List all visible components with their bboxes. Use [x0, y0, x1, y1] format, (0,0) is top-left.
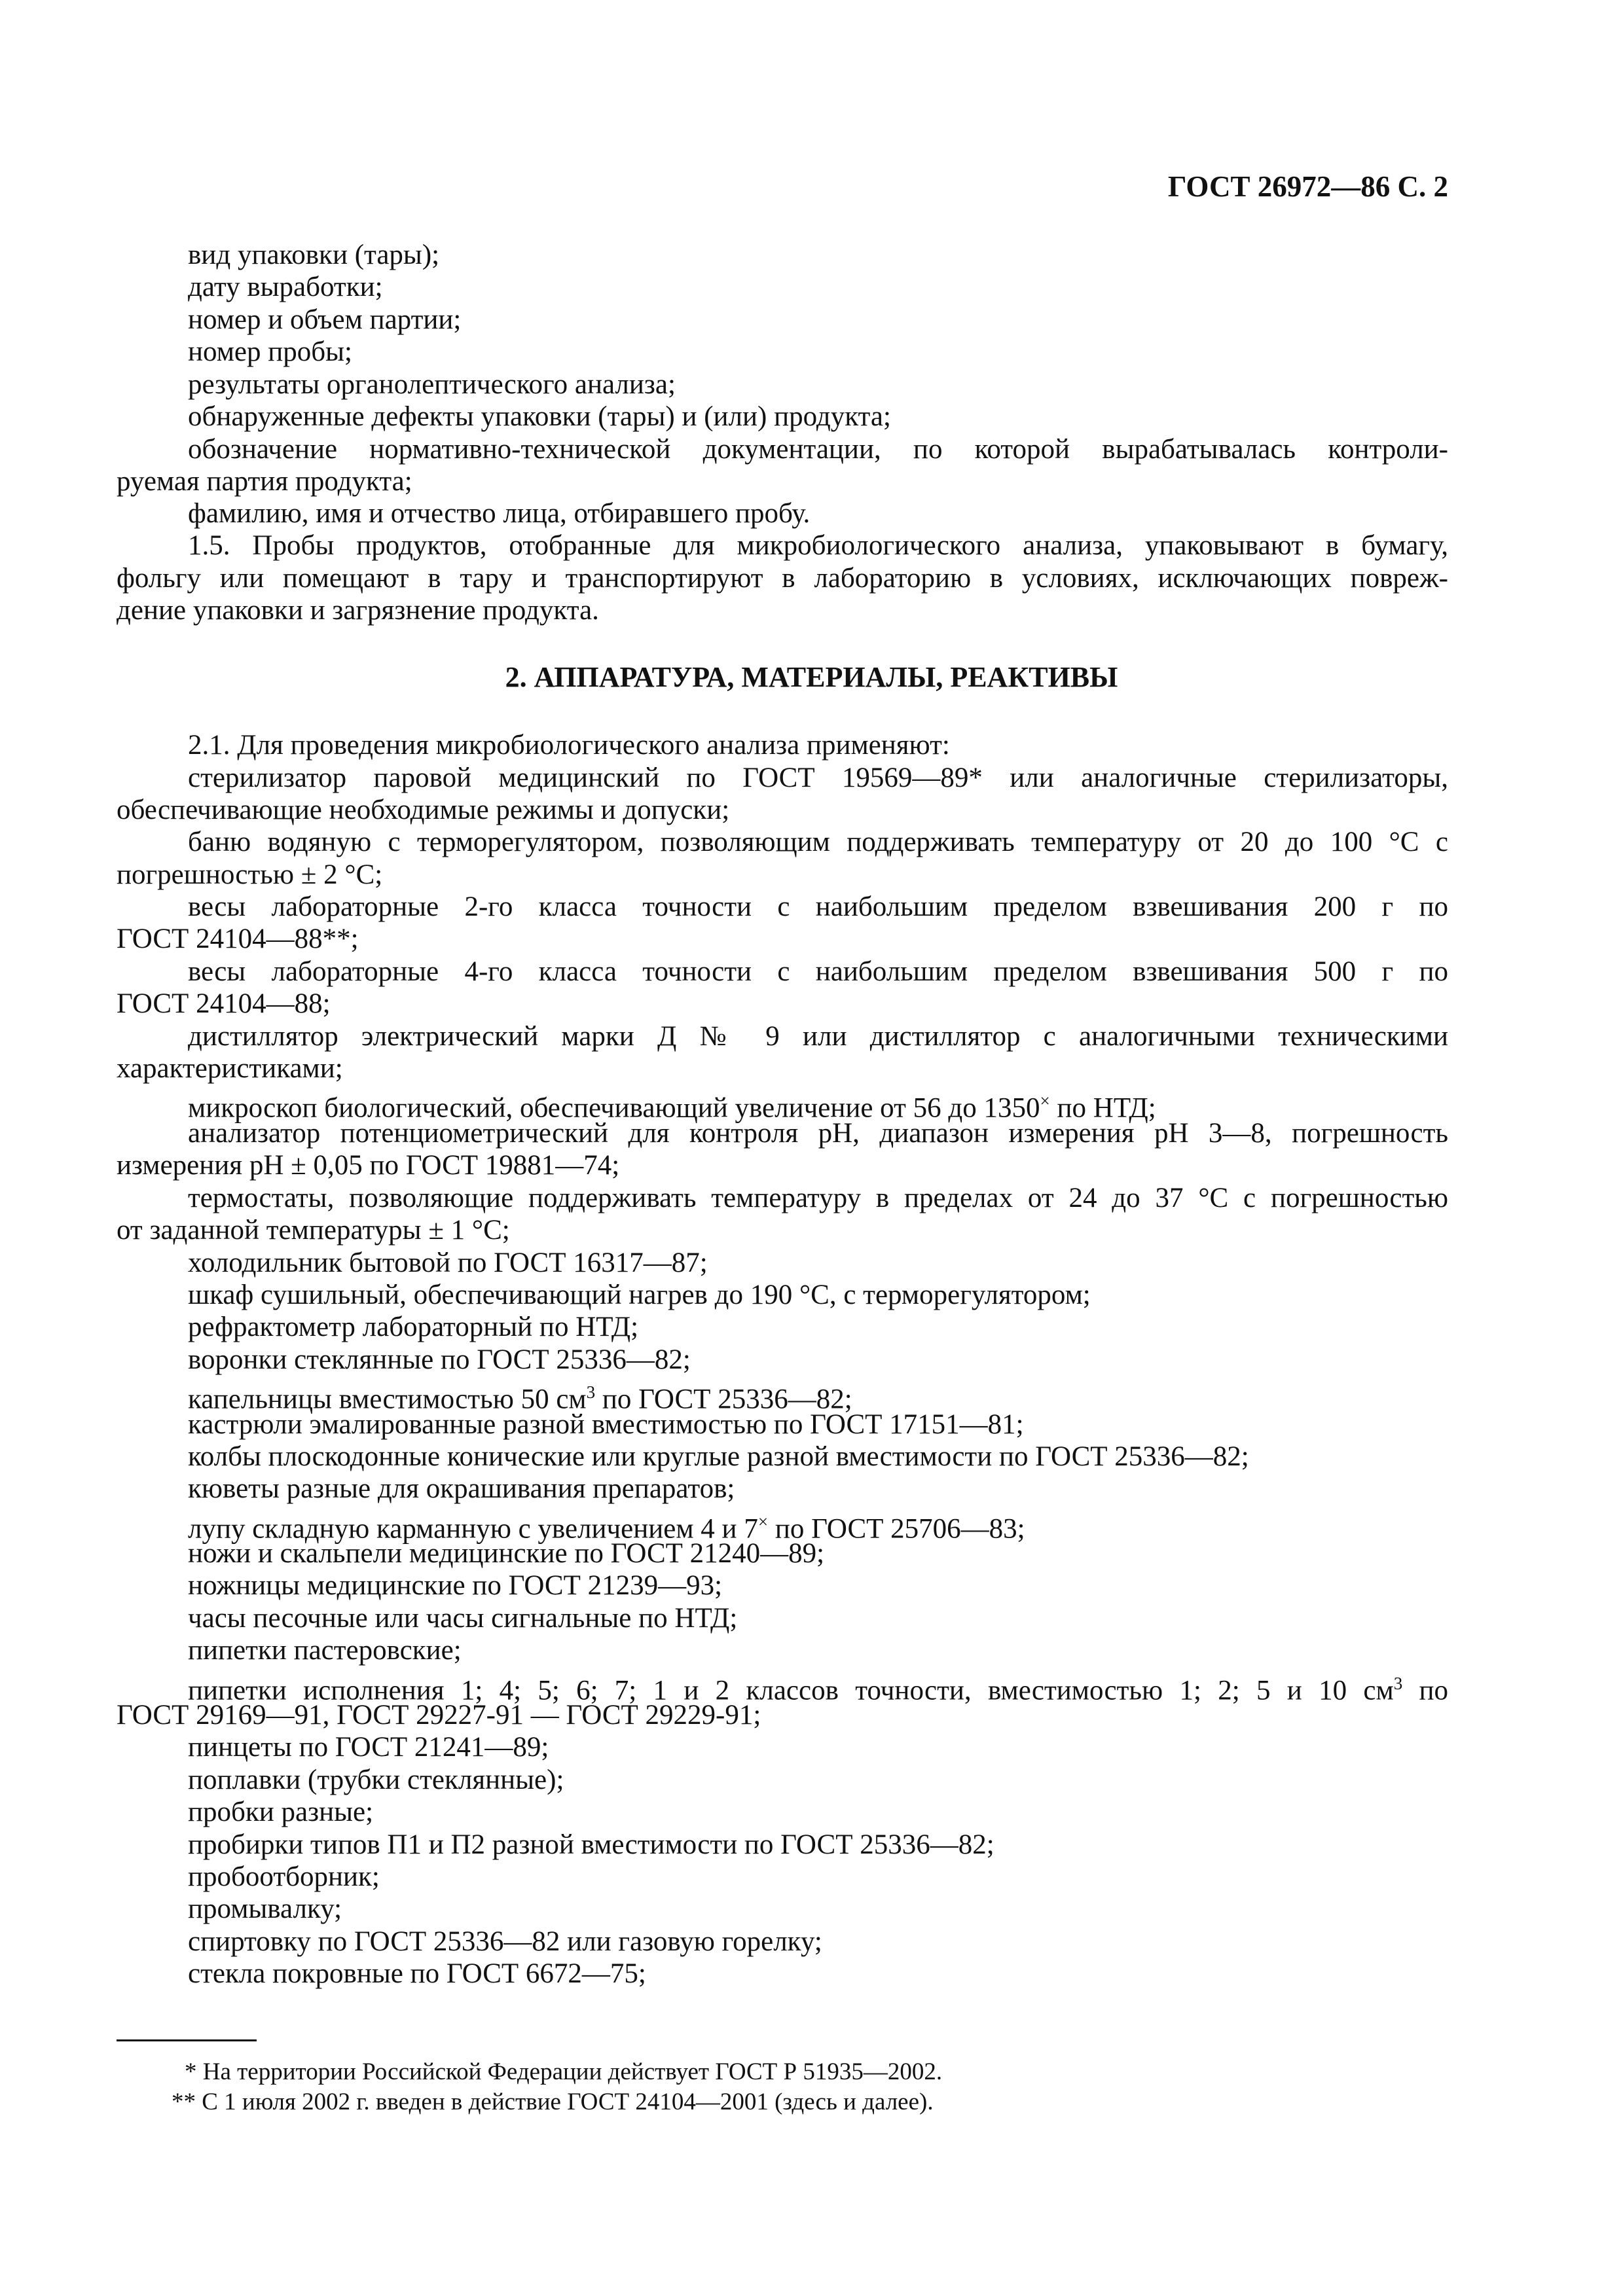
equipment-line: ГОСТ 24104—88**;	[117, 924, 359, 954]
equipment-line: поплавки (трубки стеклянные);	[188, 1765, 564, 1795]
equipment-text: пипетки исполнения 1; 4; 5; 6; 7; 1 и 2 классов точности, вместимостью 1; 2; 5 и 10 см	[188, 1675, 1394, 1706]
equipment-line: весы лабораторные 2-го класса точности с наибольшим пределом взвешивания 200 г по	[188, 891, 1448, 922]
equipment-text: по ГОСТ 25336—82;	[595, 1384, 852, 1415]
superscript: ×	[757, 1512, 769, 1532]
equipment-line: пробирки типов П1 и П2 разной вместимости по ГОСТ 25336—82;	[188, 1829, 994, 1860]
footnote: ** С 1 июля 2002 г. введен в действие ГОСТ 24104—2001 (здесь и далее).	[172, 2089, 934, 2115]
superscript: 3	[586, 1382, 596, 1402]
equipment-line: ножи и скальпели медицинские по ГОСТ 21240—89;	[188, 1538, 825, 1569]
equipment-line: характеристиками;	[117, 1053, 343, 1084]
list-item: дату выработки;	[188, 272, 383, 302]
equipment-line: пробки разные;	[188, 1797, 374, 1827]
equipment-line: обеспечивающие необходимые режимы и допуски;	[117, 795, 730, 825]
section-heading: 2. АППАРАТУРА, МАТЕРИАЛЫ, РЕАКТИВЫ	[505, 661, 1118, 693]
paragraph-1-5-line: фольгу или помещают в тару и транспортируют в лабораторию в условиях, исключающих повреж-	[117, 563, 1448, 594]
equipment-line: кюветы разные для окрашивания препаратов;	[188, 1473, 735, 1504]
superscript: 3	[1393, 1674, 1403, 1693]
equipment-line: дистиллятор электрический марки Д № 9 или дистиллятор с аналогичными техническими	[188, 1021, 1448, 1052]
equipment-line: ГОСТ 29169—91, ГОСТ 29227-91 — ГОСТ 29229-91;	[117, 1700, 761, 1731]
equipment-line: колбы плоскодонные конические или круглые разной вместимости по ГОСТ 25336—82;	[188, 1441, 1249, 1472]
equipment-line: пинцеты по ГОСТ 21241—89;	[188, 1732, 549, 1763]
superscript: ×	[1040, 1091, 1050, 1111]
footnote: * На территории Российской Федерации действует ГОСТ Р 51935—2002.	[185, 2058, 943, 2085]
paragraph-1-5-line: дение упаковки и загрязнение продукта.	[117, 595, 599, 626]
equipment-line: рефрактометр лабораторный по НТД;	[188, 1312, 639, 1342]
equipment-line: от заданной температуры ± 1 °С;	[117, 1215, 510, 1246]
equipment-line: промывалку;	[188, 1893, 342, 1924]
designation-line: обозначение нормативно-технической документации, по которой вырабатывалась контроли-	[188, 434, 1448, 465]
equipment-text: по НТД;	[1049, 1092, 1156, 1124]
equipment-line: весы лабораторные 4-го класса точности с наибольшим пределом взвешивания 500 г по	[188, 956, 1448, 987]
equipment-line: погрешностью ± 2 °С;	[117, 859, 383, 890]
equipment-line: термостаты, позволяющие поддерживать температуру в пределах от 24 до 37 °С с погрешностью	[188, 1183, 1448, 1213]
list-item: номер и объем партии;	[188, 304, 462, 335]
equipment-text: микроскоп биологический, обеспечивающий увеличение от 56 до 1350	[188, 1092, 1040, 1124]
list-item: вид упаковки (тары);	[188, 240, 440, 270]
equipment-text: по ГОСТ 25706—83;	[768, 1513, 1025, 1545]
equipment-line: кастрюли эмалированные разной вместимостью по ГОСТ 17151—81;	[188, 1409, 1024, 1440]
equipment-line: ножницы медицинские по ГОСТ 21239—93;	[188, 1570, 723, 1601]
footnote-divider	[117, 2039, 257, 2041]
designation-line: руемая партия продукта;	[117, 466, 412, 497]
equipment-line: ГОСТ 24104—88;	[117, 988, 331, 1019]
equipment-line: холодильник бытовой по ГОСТ 16317—87;	[188, 1247, 708, 1278]
equipment-line: стерилизатор паровой медицинский по ГОСТ 19569—89* или аналогичные стерилизаторы,	[188, 762, 1448, 793]
equipment-text: лупу складную карманную с увеличением 4 и 7	[188, 1513, 758, 1545]
equipment-line: измерения pH ± 0,05 по ГОСТ 19881—74;	[117, 1150, 620, 1181]
list-item: фамилию, имя и отчество лица, отбиравшего пробу.	[188, 498, 811, 529]
equipment-line: воронки стеклянные по ГОСТ 25336—82;	[188, 1344, 691, 1375]
equipment-line: шкаф сушильный, обеспечивающий нагрев до 190 °С, с терморегулятором;	[188, 1280, 1091, 1310]
paragraph-1-5-line: 1.5. Пробы продуктов, отобранные для микробиологического анализа, упаковывают в бумагу,	[188, 530, 1448, 561]
list-item: номер пробы;	[188, 336, 352, 367]
equipment-line: стекла покровные по ГОСТ 6672—75;	[188, 1958, 646, 1989]
equipment-line: пипетки пастеровские;	[188, 1635, 462, 1666]
equipment-line: анализатор потенциометрический для контроля pH, диапазон измерения pH 3—8, погрешность	[188, 1118, 1448, 1149]
list-item: обнаруженные дефекты упаковки (тары) и (или) продукта;	[188, 401, 891, 432]
equipment-text: капельницы вместимостью 50 см	[188, 1384, 587, 1415]
list-item: результаты органолептического анализа;	[188, 369, 676, 400]
equipment-text: по	[1402, 1675, 1449, 1706]
equipment-line: баню водяную с терморегулятором, позволяющим поддерживать температуру от 20 до 100 °С с	[188, 827, 1448, 857]
equipment-line: часы песочные или часы сигнальные по НТД;	[188, 1603, 738, 1634]
equipment-line: пробоотборник;	[188, 1861, 380, 1892]
equipment-line: спиртовку по ГОСТ 25336—82 или газовую горелку;	[188, 1926, 822, 1957]
section-intro: 2.1. Для проведения микробиологического анализа применяют:	[188, 730, 950, 761]
page-header: ГОСТ 26972—86 С. 2	[1167, 170, 1448, 203]
